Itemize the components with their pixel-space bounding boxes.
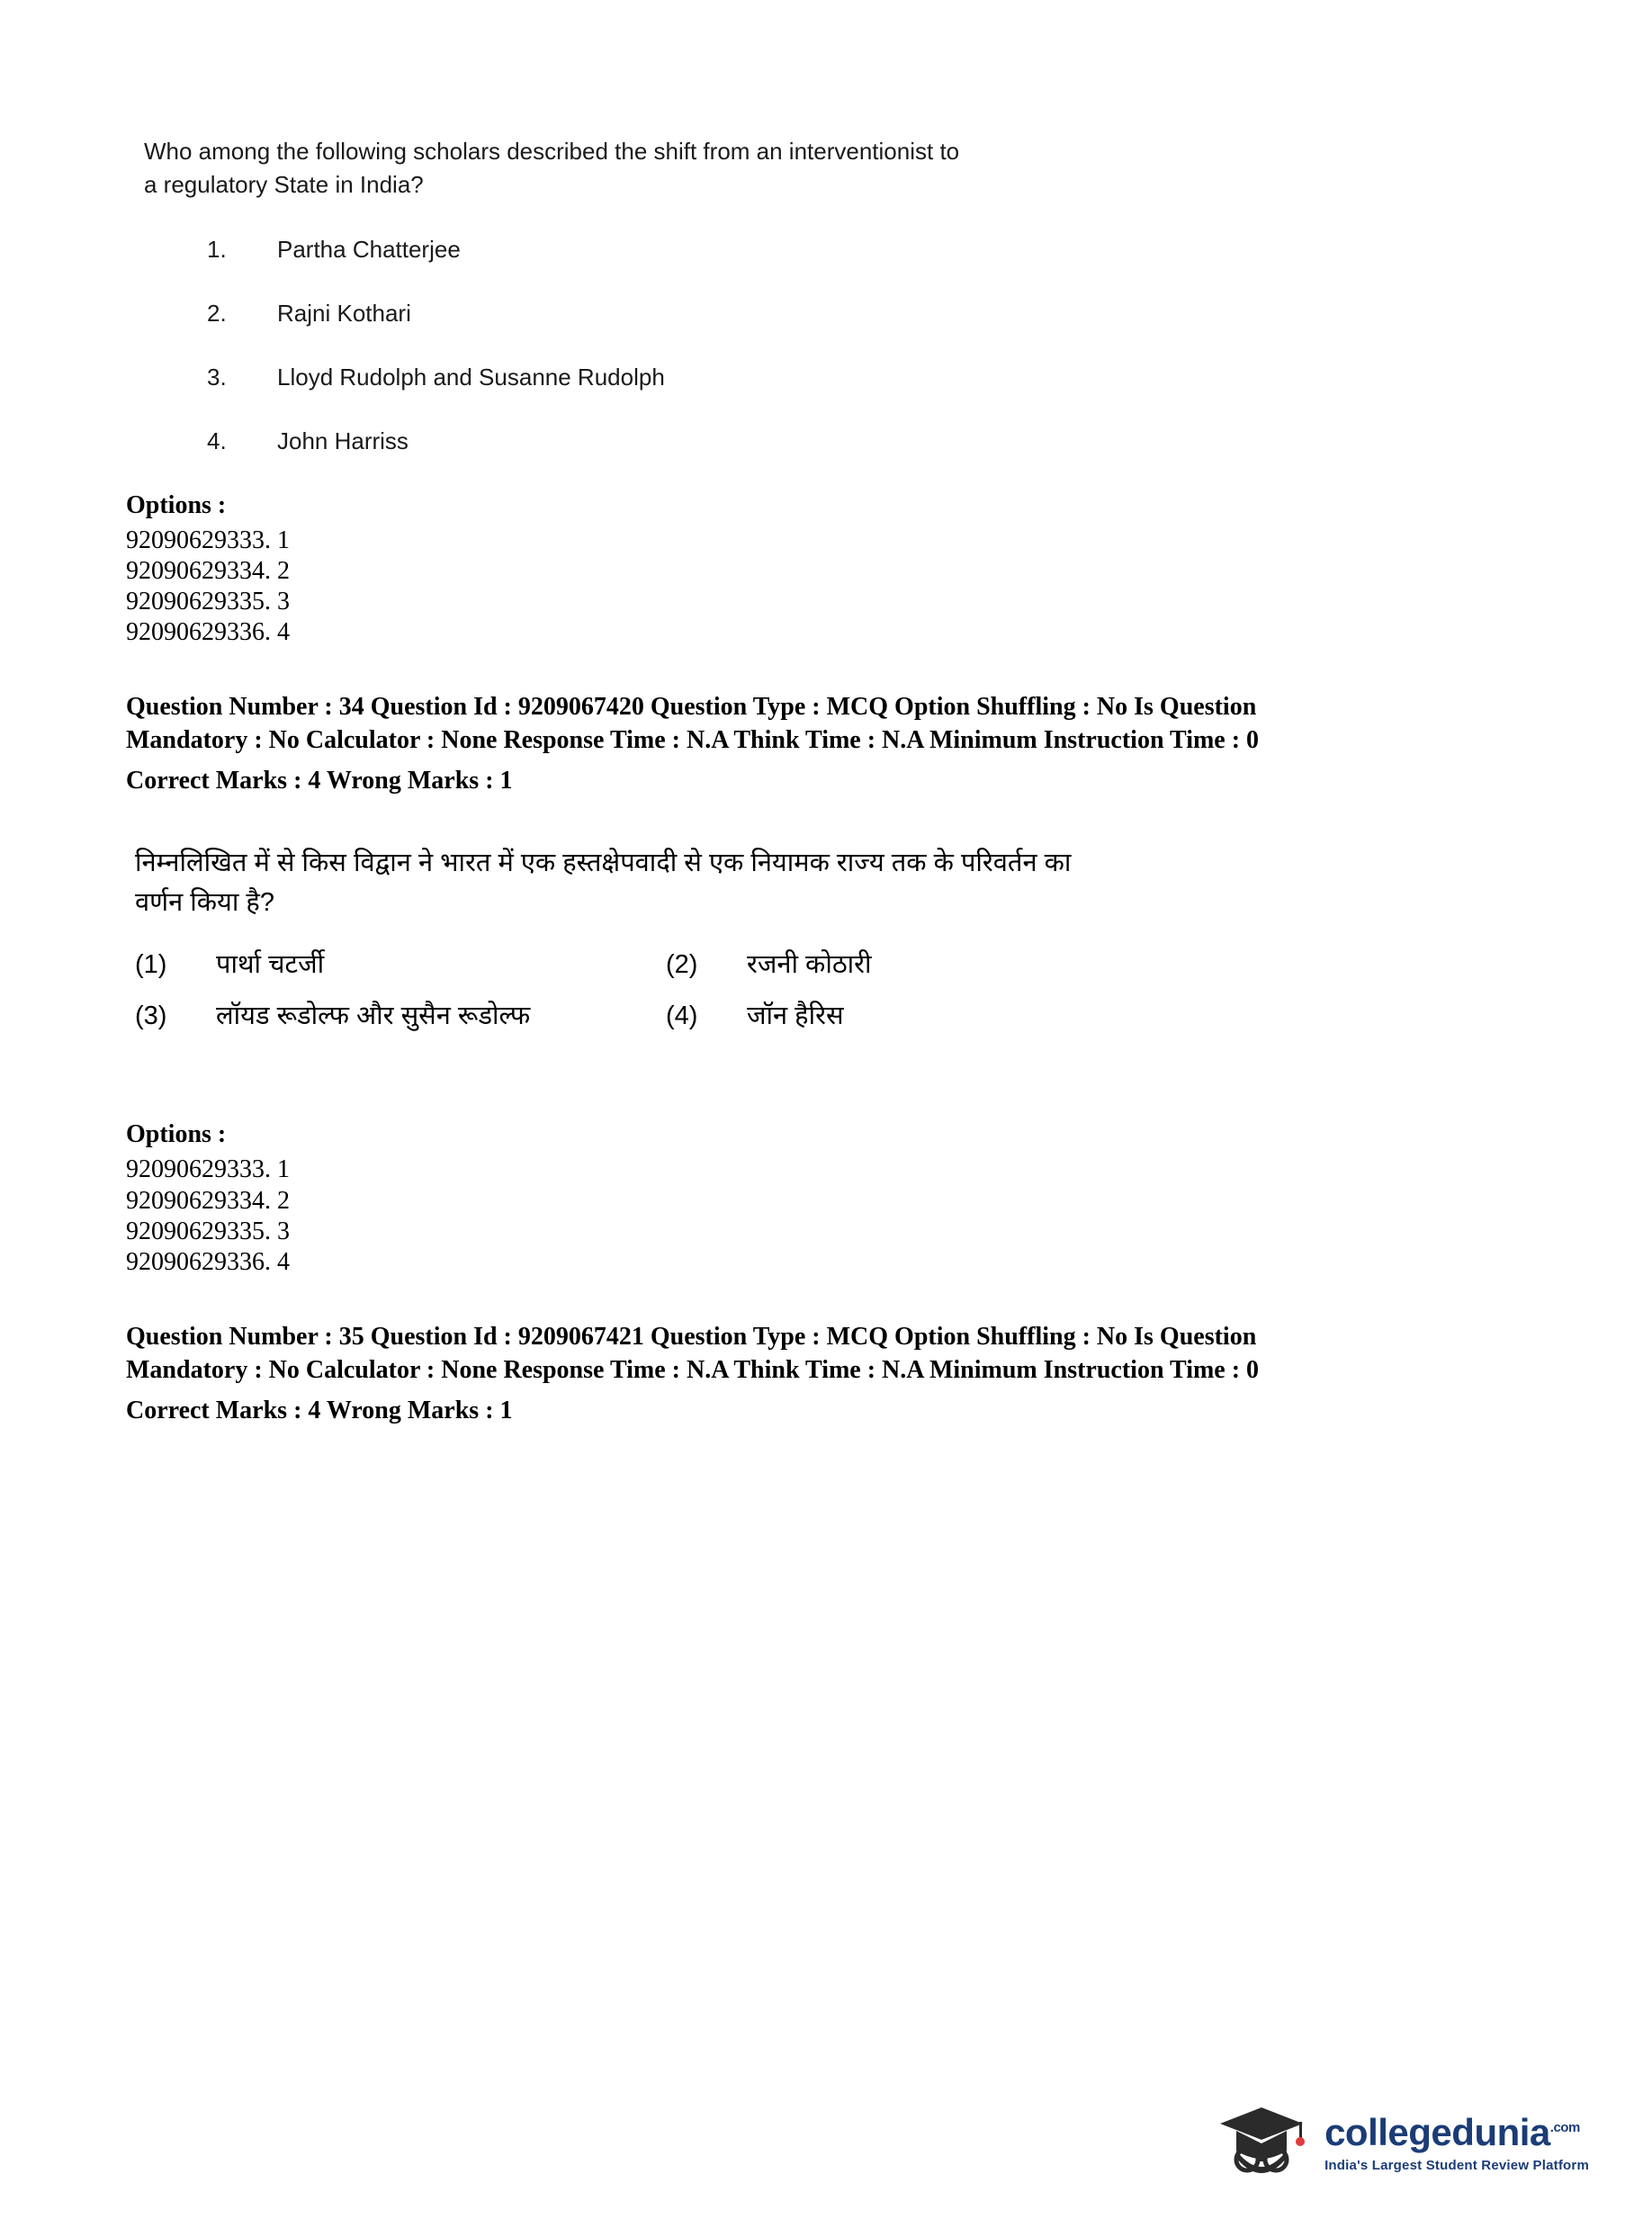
option-text: जॉन हैरिस <box>747 1002 844 1031</box>
option-number: 2. <box>207 299 227 327</box>
option-text: Rajni Kothari <box>277 299 411 327</box>
collegedunia-name-text: collegedunia <box>1324 2111 1550 2153</box>
list-item <box>666 946 872 981</box>
question-hindi-line-1: निम्नलिखित में से किस विद्वान ने भारत में एक हस्तक्षेपवादी से एक नियामक राज्य तक के परिवर्तन का <box>135 849 1072 878</box>
option-text: लॉयड रूडोल्फ और सुसैन रूडोल्फ <box>216 1002 531 1031</box>
option-id: 92090629336. 4 <box>126 1247 290 1276</box>
option-number: 1. <box>207 235 227 263</box>
question-metadata: Question Number : 35 Question Id : 9209067421 Question Type : MCQ Option Shuffling : No Is Question Mandatory : No Calculator : None Response Time : N.A Think Time : N.A Minimum Instruction Time : 0 <box>126 1322 1260 1384</box>
question-marks: Correct Marks : 4 Wrong Marks : 1 <box>126 767 513 795</box>
collegedunia-tagline: India's Largest Student Review Platform <box>1324 2158 1589 2173</box>
option-text: रजनी कोठारी <box>747 950 872 980</box>
list-item <box>207 427 1458 455</box>
list-item <box>666 997 844 1032</box>
option-text: पार्था चटर्जी <box>216 950 325 980</box>
question-english-line-2: a regulatory State in India? <box>144 170 424 198</box>
question-hindi-line-2: वर्णन किया है? <box>135 887 274 917</box>
question-english-line-1: Who among the following scholars described the shift from an interventionist to <box>144 138 960 165</box>
option-text: John Harriss <box>277 427 409 454</box>
option-id: 92090629333. 1 <box>126 526 290 554</box>
options-heading: Options : <box>126 1120 227 1149</box>
option-number: (4) <box>666 1002 698 1031</box>
question-english <box>144 135 1278 202</box>
option-number: (3) <box>135 1002 167 1031</box>
option-id: 92090629334. 2 <box>126 1186 290 1215</box>
hindi-options-list <box>135 946 1089 1032</box>
table-row <box>135 997 1089 1032</box>
option-id: 92090629334. 2 <box>126 556 290 585</box>
option-id: 92090629333. 1 <box>126 1155 290 1184</box>
list-item <box>207 364 1458 391</box>
option-id: 92090629335. 3 <box>126 588 290 616</box>
option-number: 4. <box>207 427 227 454</box>
document-content <box>126 135 1458 1425</box>
list-item <box>135 997 666 1032</box>
options-heading: Options : <box>126 490 227 519</box>
question-metadata: Question Number : 34 Question Id : 9209067420 Question Type : MCQ Option Shuffling : No Is Question Mandatory : No Calculator : None Response Time : N.A Think Time : N.A Minimum Instruction Time : 0 <box>126 693 1260 755</box>
option-text: Partha Chatterjee <box>277 235 461 263</box>
list-item <box>207 236 1458 264</box>
option-number: (1) <box>135 950 167 980</box>
option-number: (2) <box>666 950 698 980</box>
list-item <box>135 946 666 981</box>
table-row <box>135 946 1089 981</box>
collegedunia-tld: .com <box>1549 2120 1580 2135</box>
collegedunia-watermark <box>1213 2095 1589 2192</box>
option-text: Lloyd Rudolph and Susanne Rudolph <box>277 363 665 391</box>
list-item <box>207 300 1458 328</box>
question-hindi <box>135 844 1359 922</box>
collegedunia-wordmark <box>1324 2111 1589 2173</box>
option-id: 92090629335. 3 <box>126 1217 290 1245</box>
option-id: 92090629336. 4 <box>126 618 290 647</box>
english-options-list <box>207 236 1458 455</box>
option-number: 3. <box>207 363 227 391</box>
collegedunia-mascot-icon <box>1213 2095 1310 2192</box>
collegedunia-name <box>1324 2111 1589 2153</box>
question-marks: Correct Marks : 4 Wrong Marks : 1 <box>126 1396 513 1424</box>
